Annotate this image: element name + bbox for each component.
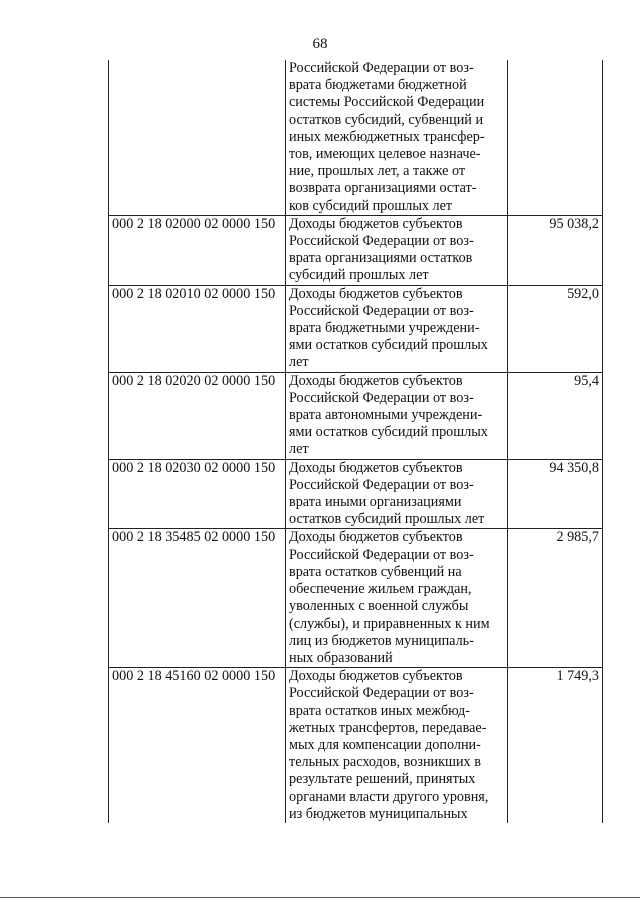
description-line: обеспечение жильем граждан,: [289, 581, 472, 598]
description-line: результате решений, принятых: [289, 771, 476, 788]
amount-value: 95,4: [508, 372, 603, 459]
budget-classification-code: 000 2 18 35485 02 0000 150: [109, 529, 286, 668]
table-row: [109, 285, 603, 372]
description-line: лиц из бюджетов муниципаль-: [289, 632, 474, 649]
description-line: Доходы бюджетов субъектов: [289, 668, 463, 685]
description-line: тов, имеющих целевое назначе-: [289, 146, 481, 163]
description-line: Доходы бюджетов субъектов: [289, 285, 463, 302]
amount-value: 1 749,3: [508, 668, 603, 823]
description-line: мых для компенсации дополни-: [289, 736, 481, 753]
description-line: ков субсидий прошлых лет: [289, 197, 453, 214]
budget-classification-code: 000 2 18 02030 02 0000 150: [109, 459, 286, 529]
description-line: врата остатков иных межбюд-: [289, 702, 470, 719]
description-line: Российской Федерации от воз-: [289, 389, 474, 406]
table-row: [109, 215, 603, 285]
description-line: Российской Федерации от воз-: [289, 476, 474, 493]
table-row: [109, 372, 603, 459]
description-line: Российской Федерации от воз-: [289, 546, 474, 563]
revenue-description: [286, 215, 508, 285]
description-line: субсидий прошлых лет: [289, 267, 429, 284]
table-row: [109, 459, 603, 529]
revenue-description: [286, 459, 508, 529]
page-bottom-rule: [0, 897, 640, 898]
description-line: врата остатков субвенций на: [289, 563, 462, 580]
description-line: из бюджетов муниципальных: [289, 805, 468, 822]
description-line: (службы), и приравненных к ним: [289, 615, 490, 632]
description-line: лет: [289, 354, 309, 371]
table-row: [109, 529, 603, 668]
table-row: [109, 60, 603, 215]
description-line: Российской Федерации от воз-: [289, 302, 474, 319]
description-line: ями остатков субсидий прошлых: [289, 424, 488, 441]
amount-value: 95 038,2: [508, 215, 603, 285]
description-line: тельных расходов, возникших в: [289, 754, 481, 771]
description-line: остатков субсидий прошлых лет: [289, 511, 485, 528]
budget-classification-code: 000 2 18 02000 02 0000 150: [109, 215, 286, 285]
budget-classification-code: 000 2 18 02020 02 0000 150: [109, 372, 286, 459]
description-line: Доходы бюджетов субъектов: [289, 372, 463, 389]
amount-value: 2 985,7: [508, 529, 603, 668]
table-body: [109, 60, 603, 823]
description-line: врата бюджетами бюджетной: [289, 77, 467, 94]
description-line: Доходы бюджетов субъектов: [289, 459, 463, 476]
description-line: Российской Федерации от воз-: [289, 233, 474, 250]
description-line: лет: [289, 441, 309, 458]
description-line: ных образований: [289, 649, 393, 666]
revenue-description: [286, 285, 508, 372]
description-line: врата иными организациями: [289, 494, 462, 511]
description-line: жетных трансфертов, передавае-: [289, 719, 487, 736]
budget-revenue-table: [108, 60, 603, 823]
budget-classification-code: 000 2 18 02010 02 0000 150: [109, 285, 286, 372]
amount-value: [508, 60, 603, 215]
description-line: врата организациями остатков: [289, 250, 473, 267]
description-line: уволенных с военной службы: [289, 598, 469, 615]
revenue-description: [286, 529, 508, 668]
revenue-description: [286, 60, 508, 215]
table-row: [109, 668, 603, 823]
description-line: Доходы бюджетов субъектов: [289, 529, 463, 546]
description-line: врата бюджетными учреждени-: [289, 320, 480, 337]
description-line: возврата организациями остат-: [289, 180, 477, 197]
description-line: Доходы бюджетов субъектов: [289, 215, 463, 232]
revenue-description: [286, 668, 508, 823]
description-line: Российской Федерации от воз-: [289, 60, 474, 76]
budget-classification-code: 000 2 18 45160 02 0000 150: [109, 668, 286, 823]
description-line: ями остатков субсидий прошлых: [289, 337, 488, 354]
amount-value: 592,0: [508, 285, 603, 372]
description-line: ние, прошлых лет, а также от: [289, 163, 466, 180]
description-line: врата автономными учреждени-: [289, 407, 483, 424]
description-line: Российской Федерации от воз-: [289, 685, 474, 702]
budget-classification-code: [109, 60, 286, 215]
description-line: системы Российской Федерации: [289, 94, 485, 111]
amount-value: 94 350,8: [508, 459, 603, 529]
page-number: 68: [312, 36, 328, 52]
revenue-description: [286, 372, 508, 459]
description-line: иных межбюджетных трансфер-: [289, 128, 485, 145]
description-line: остатков субсидий, субвенций и: [289, 111, 484, 128]
description-line: органами власти другого уровня,: [289, 788, 489, 805]
